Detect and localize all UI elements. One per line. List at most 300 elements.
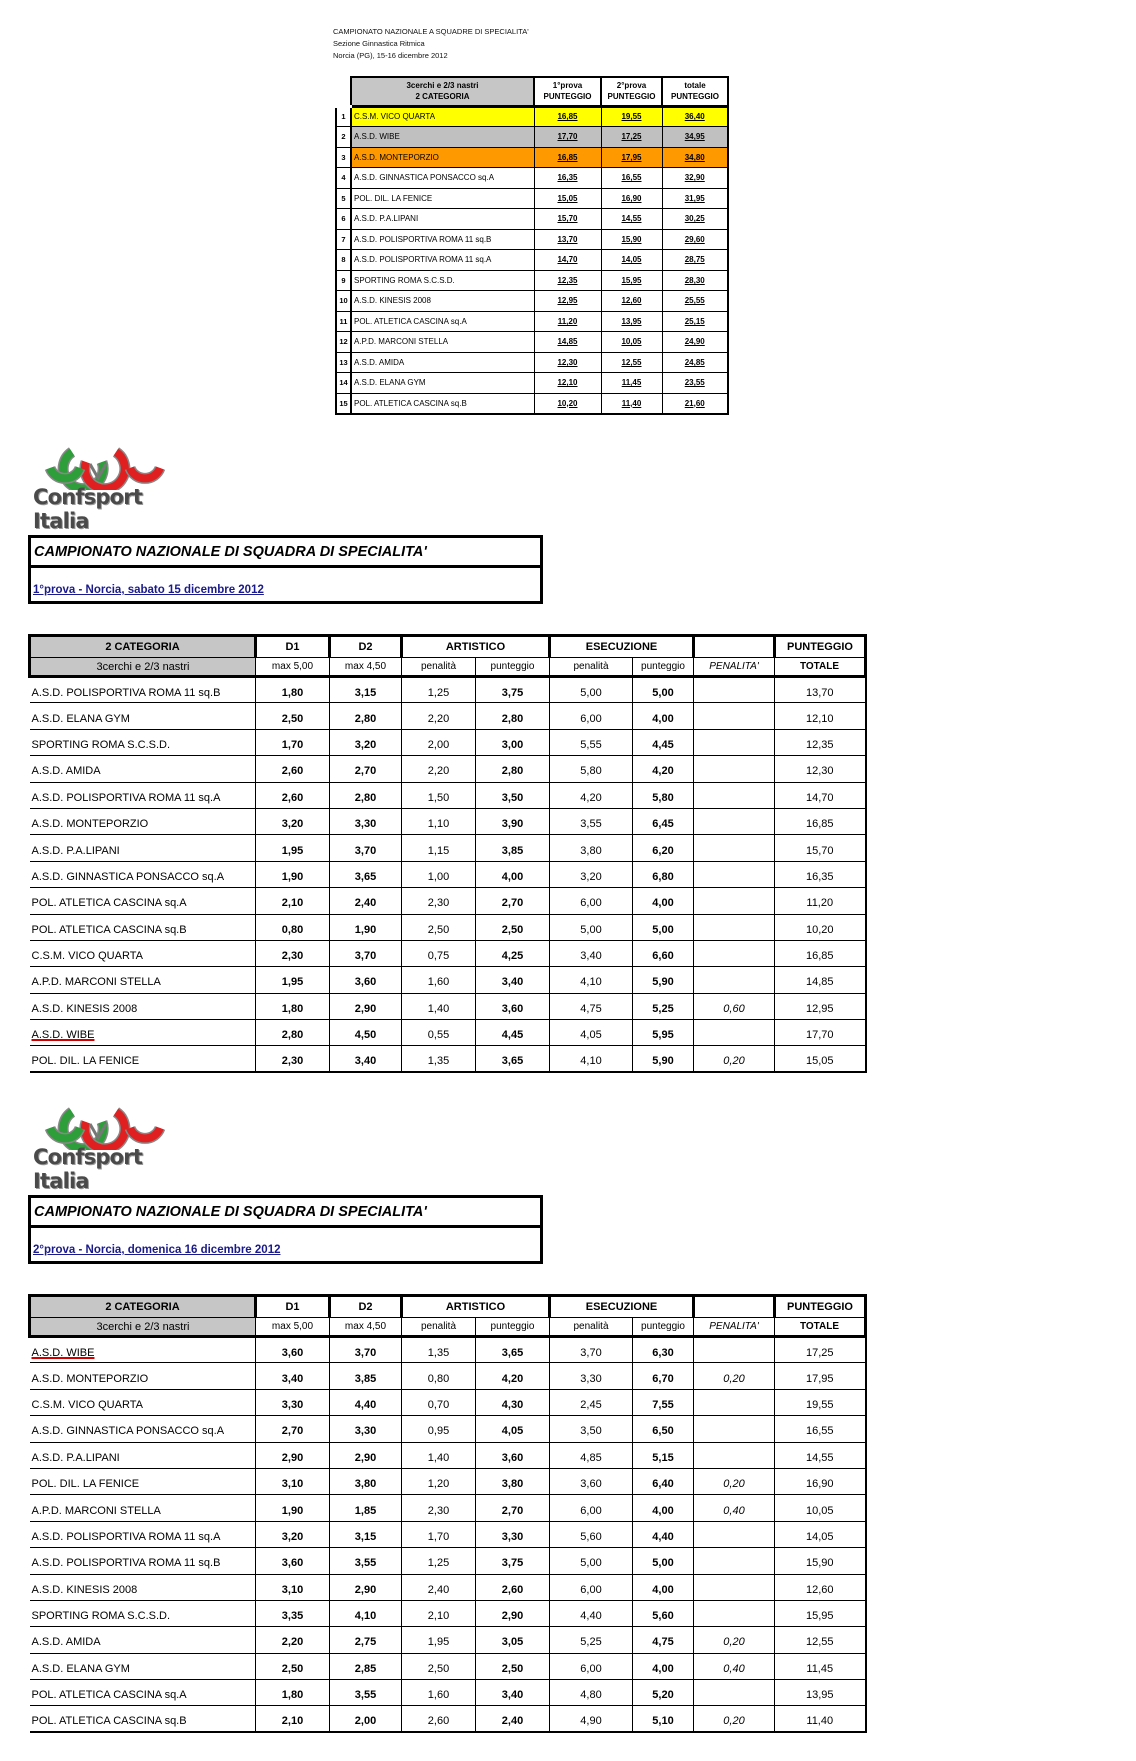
ranking-row	[336, 352, 728, 373]
artistico-punteggio-cell: 3,90	[476, 808, 550, 834]
team-name-cell: POL. ATLETICA CASCINA sq.A	[30, 1680, 256, 1706]
esecuzione-penalita-cell: 3,60	[550, 1468, 633, 1494]
esecuzione-penalita-cell: 6,00	[550, 1574, 633, 1600]
totale-cell: 16,55	[775, 1416, 866, 1442]
artistico-punteggio-cell: 3,05	[476, 1627, 550, 1653]
artistico-penalita-cell: 2,20	[402, 756, 476, 782]
ranking-row	[336, 127, 728, 148]
totale-header: TOTALE	[775, 1318, 866, 1337]
penalita-cell	[694, 861, 775, 887]
round1-title-box	[28, 535, 543, 604]
summary-title: CAMPIONATO NAZIONALE A SQUADRE DI SPECIALITA'	[333, 27, 529, 36]
total-score-cell: 23,55	[662, 373, 728, 394]
team-name-cell: A.P.D. MARCONI STELLA	[30, 967, 256, 993]
totale-cell: 11,40	[775, 1706, 866, 1732]
totale-cell: 15,90	[775, 1548, 866, 1574]
prova1-score-cell: 14,85	[534, 332, 601, 353]
d1-cell: 3,20	[256, 808, 330, 834]
prova2-score-cell: 15,95	[601, 270, 662, 291]
esecuzione-penalita-cell: 4,80	[550, 1680, 633, 1706]
totale-cell: 13,95	[775, 1680, 866, 1706]
prova2-score-cell: 14,55	[601, 209, 662, 230]
esecuzione-punteggio-cell: 4,40	[633, 1521, 694, 1547]
esecuzione-punteggio-cell: 6,70	[633, 1363, 694, 1389]
team-score-row	[30, 914, 866, 940]
esecuzione-punteggio-cell: 7,55	[633, 1389, 694, 1415]
artistico-punteggio-cell: 4,20	[476, 1363, 550, 1389]
artistico-penalita-cell: 0,55	[402, 1020, 476, 1046]
artistico-punteggio-cell: 3,40	[476, 1680, 550, 1706]
total-score-cell: 31,95	[662, 188, 728, 209]
d1-cell: 3,60	[256, 1337, 330, 1363]
scores-table-header	[30, 636, 866, 677]
d2-header: D2	[330, 1296, 402, 1318]
total-score-cell: 36,40	[662, 106, 728, 127]
team-name-cell: C.S.M. VICO QUARTA	[30, 940, 256, 966]
penalita-cell: 0,40	[694, 1495, 775, 1521]
totale-cell: 11,45	[775, 1653, 866, 1679]
artistico-punteggio-cell: 3,75	[476, 677, 550, 703]
team-score-row	[30, 940, 866, 966]
artistico-punteggio-cell: 3,00	[476, 729, 550, 755]
totale-cell: 12,35	[775, 729, 866, 755]
header-row-sub	[30, 1318, 866, 1337]
team-name-cell: A.S.D. P.A.LIPANI	[351, 209, 534, 230]
d2-cell: 3,60	[330, 967, 402, 993]
esecuzione-penalita-cell: 3,55	[550, 808, 633, 834]
esecuzione-punteggio-cell: 6,30	[633, 1337, 694, 1363]
penalita-cell	[694, 1442, 775, 1468]
d2-cell: 2,00	[330, 1706, 402, 1732]
team-score-row	[30, 1653, 866, 1679]
d1-cell: 2,10	[256, 1706, 330, 1732]
prova1-score-cell: 12,10	[534, 373, 601, 394]
prova1-score-cell: 12,95	[534, 291, 601, 312]
prova2-score-cell: 12,60	[601, 291, 662, 312]
esecuzione-punteggio-cell: 4,00	[633, 888, 694, 914]
artistico-penalita-cell: 2,30	[402, 888, 476, 914]
prova2-score-cell: 16,55	[601, 168, 662, 189]
total-score-cell: 32,90	[662, 168, 728, 189]
d2-cell: 3,15	[330, 1521, 402, 1547]
totale-cell: 13,70	[775, 677, 866, 703]
team-name-cell: A.S.D. GINNASTICA PONSACCO sq.A	[30, 861, 256, 887]
penalita-cell	[694, 1337, 775, 1363]
esecuzione-penalita-cell: 4,40	[550, 1600, 633, 1626]
ranking-row	[336, 373, 728, 394]
d1-cell: 3,20	[256, 1521, 330, 1547]
d2-cell: 3,20	[330, 729, 402, 755]
prova2-header-line2: PUNTEGGIO	[607, 92, 656, 102]
d1-cell: 3,35	[256, 1600, 330, 1626]
round2-subtitle-link[interactable]: 2°prova - Norcia, domenica 16 dicembre 2012	[33, 1244, 281, 1256]
artistico-punteggio-cell: 3,50	[476, 782, 550, 808]
artistico-punteggio-cell: 4,45	[476, 1020, 550, 1046]
prova1-score-cell: 16,35	[534, 168, 601, 189]
penalita-cell	[694, 677, 775, 703]
esecuzione-penalita-header: penalità	[550, 658, 633, 677]
scores-table-header	[30, 1296, 866, 1337]
team-name-cell: A.S.D. ELANA GYM	[351, 373, 534, 394]
team-score-row	[30, 967, 866, 993]
artistico-penalita-cell: 1,35	[402, 1046, 476, 1072]
totale-cell: 15,70	[775, 835, 866, 861]
prova1-header-line1: 1°prova	[552, 81, 583, 91]
penalita-cell	[694, 729, 775, 755]
d1-cell: 1,95	[256, 967, 330, 993]
team-name-cell: A.S.D. WIBE	[30, 1020, 256, 1046]
total-score-cell: 29,60	[662, 229, 728, 250]
total-score-cell: 24,85	[662, 352, 728, 373]
prova2-score-cell: 19,55	[601, 106, 662, 127]
prova2-score-cell: 16,90	[601, 188, 662, 209]
category-header: 2 CATEGORIA	[30, 636, 256, 658]
penalita-cell	[694, 835, 775, 861]
esecuzione-penalita-cell: 4,75	[550, 993, 633, 1019]
d2-cell: 3,55	[330, 1680, 402, 1706]
team-score-row	[30, 756, 866, 782]
esecuzione-penalita-cell: 3,20	[550, 861, 633, 887]
rank-cell: 1	[336, 106, 351, 127]
logo-text: Confsport Italia	[33, 485, 143, 533]
ranking-row	[336, 311, 728, 332]
d2-cell: 2,40	[330, 888, 402, 914]
artistico-penalita-cell: 1,60	[402, 1680, 476, 1706]
rank-cell: 10	[336, 291, 351, 312]
artistico-punteggio-cell: 2,70	[476, 888, 550, 914]
totale-cell: 10,05	[775, 1495, 866, 1521]
team-name-cell: SPORTING ROMA S.C.S.D.	[351, 270, 534, 291]
ranking-row	[336, 229, 728, 250]
penalita-cell: 0,20	[694, 1468, 775, 1494]
d2-cell: 3,70	[330, 1337, 402, 1363]
d1-cell: 1,70	[256, 729, 330, 755]
artistico-punteggio-cell: 2,40	[476, 1706, 550, 1732]
prova1-score-cell: 10,20	[534, 393, 601, 414]
total-score-cell: 21,60	[662, 393, 728, 414]
prova2-score-cell: 11,40	[601, 393, 662, 414]
team-header-line2: 2 CATEGORIA	[415, 92, 470, 102]
total-score-cell: 34,80	[662, 147, 728, 168]
total-score-cell: 28,75	[662, 250, 728, 271]
total-score-cell: 25,55	[662, 291, 728, 312]
artistico-punteggio-cell: 3,75	[476, 1548, 550, 1574]
rank-cell: 11	[336, 311, 351, 332]
prova2-score-cell: 17,95	[601, 147, 662, 168]
penalita-cell: 0,20	[694, 1046, 775, 1072]
artistico-penalita-cell: 2,30	[402, 1495, 476, 1521]
artistico-header: ARTISTICO	[402, 1296, 550, 1318]
d1-cell: 2,20	[256, 1627, 330, 1653]
penalita-cell: 0,20	[694, 1706, 775, 1732]
artistico-punteggio-header: punteggio	[476, 1318, 550, 1337]
logo-rings-icon	[30, 438, 180, 490]
team-name-cell: POL. ATLETICA CASCINA sq.B	[30, 914, 256, 940]
rank-cell: 14	[336, 373, 351, 394]
d2-cell: 4,40	[330, 1389, 402, 1415]
artistico-penalita-cell: 2,40	[402, 1574, 476, 1600]
team-score-row	[30, 1680, 866, 1706]
team-score-row	[30, 1363, 866, 1389]
team-name-cell: A.S.D. POLISPORTIVA ROMA 11 sq.B	[351, 229, 534, 250]
d1-cell: 3,30	[256, 1389, 330, 1415]
artistico-penalita-cell: 1,60	[402, 967, 476, 993]
team-score-row	[30, 1706, 866, 1732]
team-name-cell: POL. ATLETICA CASCINA sq.B	[30, 1706, 256, 1732]
artistico-punteggio-cell: 3,65	[476, 1337, 550, 1363]
d2-cell: 3,80	[330, 1468, 402, 1494]
rank-cell: 6	[336, 209, 351, 230]
team-score-row	[30, 888, 866, 914]
team-name-cell: A.S.D. POLISPORTIVA ROMA 11 sq.A	[30, 1521, 256, 1547]
prova2-header-line1: 2°prova	[616, 81, 647, 91]
artistico-penalita-cell: 2,20	[402, 703, 476, 729]
esecuzione-penalita-cell: 4,05	[550, 1020, 633, 1046]
round2-scores-table	[28, 1294, 867, 1733]
esecuzione-punteggio-cell: 4,00	[633, 1653, 694, 1679]
artistico-penalita-header: penalità	[402, 1318, 476, 1337]
totale-cell: 14,70	[775, 782, 866, 808]
summary-body	[336, 106, 728, 414]
ranking-row	[336, 250, 728, 271]
prova2-score-cell: 15,90	[601, 229, 662, 250]
esecuzione-penalita-cell: 5,25	[550, 1627, 633, 1653]
total-score-cell: 25,15	[662, 311, 728, 332]
total-score-cell: 30,25	[662, 209, 728, 230]
esecuzione-punteggio-cell: 5,90	[633, 1046, 694, 1072]
team-score-row	[30, 993, 866, 1019]
summary-ranking-table	[335, 76, 729, 415]
esecuzione-penalita-cell: 6,00	[550, 888, 633, 914]
esecuzione-punteggio-cell: 5,10	[633, 1706, 694, 1732]
summary-location-date: Norcia (PG), 15-16 dicembre 2012	[333, 51, 448, 60]
artistico-punteggio-cell: 3,80	[476, 1468, 550, 1494]
punteggio-header: PUNTEGGIO	[775, 1296, 866, 1318]
team-score-row	[30, 1600, 866, 1626]
esecuzione-penalita-cell: 3,80	[550, 835, 633, 861]
team-name-cell: A.S.D. GINNASTICA PONSACCO sq.A	[351, 168, 534, 189]
totale-cell: 14,55	[775, 1442, 866, 1468]
team-name-cell: A.S.D. KINESIS 2008	[30, 993, 256, 1019]
d2-cell: 2,80	[330, 703, 402, 729]
artistico-penalita-cell: 1,50	[402, 782, 476, 808]
penalita-cell	[694, 1389, 775, 1415]
artistico-punteggio-cell: 2,60	[476, 1574, 550, 1600]
rank-cell: 2	[336, 127, 351, 148]
d1-cell: 3,60	[256, 1548, 330, 1574]
round1-scores-table	[28, 634, 867, 1073]
d1-cell: 1,80	[256, 677, 330, 703]
category-header: 2 CATEGORIA	[30, 1296, 256, 1318]
d1-cell: 1,90	[256, 1495, 330, 1521]
prova1-score-cell: 15,05	[534, 188, 601, 209]
totale-cell: 16,85	[775, 808, 866, 834]
subcategory-header: 3cerchi e 2/3 nastri	[30, 1318, 256, 1337]
team-header-line1: 3cerchi e 2/3 nastri	[406, 81, 479, 91]
totale-cell: 10,20	[775, 914, 866, 940]
prova2-score-cell: 13,95	[601, 311, 662, 332]
d1-cell: 0,80	[256, 914, 330, 940]
esecuzione-punteggio-cell: 5,25	[633, 993, 694, 1019]
esecuzione-penalita-cell: 5,00	[550, 914, 633, 940]
penalita-cell: 0,20	[694, 1363, 775, 1389]
esecuzione-penalita-cell: 4,10	[550, 967, 633, 993]
esecuzione-penalita-cell: 5,60	[550, 1521, 633, 1547]
ranking-row	[336, 291, 728, 312]
d1-cell: 1,80	[256, 1680, 330, 1706]
rank-cell: 7	[336, 229, 351, 250]
artistico-punteggio-cell: 4,30	[476, 1389, 550, 1415]
artistico-penalita-cell: 2,50	[402, 1653, 476, 1679]
prova2-score-cell: 17,25	[601, 127, 662, 148]
team-name-cell: A.S.D. WIBE	[30, 1337, 256, 1363]
esecuzione-punteggio-cell: 5,00	[633, 677, 694, 703]
artistico-punteggio-cell: 3,60	[476, 1442, 550, 1468]
esecuzione-penalita-cell: 5,55	[550, 729, 633, 755]
totale-cell: 15,95	[775, 1600, 866, 1626]
ranking-row	[336, 332, 728, 353]
totale-header: TOTALE	[775, 658, 866, 677]
artistico-penalita-cell: 0,95	[402, 1416, 476, 1442]
prova1-score-cell: 12,30	[534, 352, 601, 373]
total-header	[662, 77, 728, 106]
team-score-row	[30, 1521, 866, 1547]
totale-cell: 16,35	[775, 861, 866, 887]
totale-cell: 19,55	[775, 1389, 866, 1415]
team-name-cell: A.S.D. POLISPORTIVA ROMA 11 sq.B	[30, 677, 256, 703]
artistico-penalita-cell: 1,40	[402, 1442, 476, 1468]
artistico-penalita-cell: 0,80	[402, 1363, 476, 1389]
artistico-punteggio-cell: 3,60	[476, 993, 550, 1019]
d2-cell: 2,75	[330, 1627, 402, 1653]
totale-cell: 11,20	[775, 888, 866, 914]
penalita-cell	[694, 1548, 775, 1574]
artistico-punteggio-cell: 4,05	[476, 1416, 550, 1442]
artistico-penalita-cell: 1,00	[402, 861, 476, 887]
team-name-cell: POL. ATLETICA CASCINA sq.A	[351, 311, 534, 332]
artistico-penalita-cell: 1,40	[402, 993, 476, 1019]
prova2-score-cell: 12,55	[601, 352, 662, 373]
esecuzione-punteggio-cell: 4,75	[633, 1627, 694, 1653]
rank-header	[336, 77, 351, 106]
artistico-penalita-cell: 0,75	[402, 940, 476, 966]
esecuzione-punteggio-cell: 5,00	[633, 914, 694, 940]
totale-cell: 12,60	[775, 1574, 866, 1600]
team-score-row	[30, 1337, 866, 1363]
esecuzione-penalita-cell: 6,00	[550, 1495, 633, 1521]
artistico-penalita-cell: 1,35	[402, 1337, 476, 1363]
penalita-header: PENALITA'	[694, 1318, 775, 1337]
penalita-cell: 0,20	[694, 1627, 775, 1653]
esecuzione-punteggio-cell: 4,00	[633, 1495, 694, 1521]
team-score-row	[30, 1548, 866, 1574]
penalita-cell	[694, 703, 775, 729]
team-name-cell: A.S.D. ELANA GYM	[30, 703, 256, 729]
esecuzione-punteggio-cell: 6,50	[633, 1416, 694, 1442]
penalita-cell	[694, 888, 775, 914]
artistico-penalita-cell: 2,60	[402, 1706, 476, 1732]
team-name-cell: A.S.D. AMIDA	[30, 1627, 256, 1653]
team-header	[351, 77, 534, 106]
totale-cell: 14,85	[775, 967, 866, 993]
esecuzione-penalita-cell: 4,10	[550, 1046, 633, 1072]
team-score-row	[30, 1389, 866, 1415]
d2-header: D2	[330, 636, 402, 658]
total-header-line2: PUNTEGGIO	[670, 92, 719, 102]
artistico-penalita-cell: 2,00	[402, 729, 476, 755]
confsport-logo	[30, 1098, 200, 1193]
artistico-punteggio-cell: 2,70	[476, 1495, 550, 1521]
team-name-cell: POL. ATLETICA CASCINA sq.B	[351, 393, 534, 414]
header-row-top	[30, 636, 866, 658]
team-name-cell: C.S.M. VICO QUARTA	[351, 106, 534, 127]
esecuzione-penalita-cell: 5,00	[550, 1548, 633, 1574]
artistico-punteggio-cell: 2,90	[476, 1600, 550, 1626]
esecuzione-punteggio-cell: 5,60	[633, 1600, 694, 1626]
d1-cell: 2,90	[256, 1442, 330, 1468]
team-name-cell: A.S.D. AMIDA	[351, 352, 534, 373]
team-name-cell: A.S.D. GINNASTICA PONSACCO sq.A	[30, 1416, 256, 1442]
prova1-score-cell: 14,70	[534, 250, 601, 271]
d1-header: D1	[256, 636, 330, 658]
d2-cell: 2,70	[330, 756, 402, 782]
totale-cell: 17,95	[775, 1363, 866, 1389]
d2-cell: 3,55	[330, 1548, 402, 1574]
d2-max-header: max 4,50	[330, 1318, 402, 1337]
round1-subtitle-link[interactable]: 1°prova - Norcia, sabato 15 dicembre 2012	[33, 584, 264, 596]
esecuzione-punteggio-cell: 6,80	[633, 861, 694, 887]
esecuzione-punteggio-cell: 6,45	[633, 808, 694, 834]
prova2-header	[601, 77, 662, 106]
d1-cell: 1,80	[256, 993, 330, 1019]
team-name-cell: A.S.D. POLISPORTIVA ROMA 11 sq.A	[30, 782, 256, 808]
artistico-penalita-cell: 0,70	[402, 1389, 476, 1415]
artistico-punteggio-cell: 3,30	[476, 1521, 550, 1547]
team-name-cell: A.S.D. AMIDA	[30, 756, 256, 782]
esecuzione-punteggio-cell: 6,20	[633, 835, 694, 861]
team-name-cell: POL. DIL. LA FENICE	[30, 1046, 256, 1072]
esecuzione-penalita-cell: 3,50	[550, 1416, 633, 1442]
total-header-line1: totale	[684, 81, 706, 91]
rank-cell: 9	[336, 270, 351, 291]
team-score-row	[30, 1627, 866, 1653]
totale-cell: 12,55	[775, 1627, 866, 1653]
artistico-penalita-cell: 1,25	[402, 1548, 476, 1574]
penalita-cell	[694, 1416, 775, 1442]
team-score-row	[30, 677, 866, 703]
team-score-row	[30, 782, 866, 808]
scores-table-body	[30, 1337, 866, 1733]
header-row-sub	[30, 658, 866, 677]
esecuzione-penalita-cell: 3,70	[550, 1337, 633, 1363]
logo-rings-icon	[30, 1098, 180, 1150]
esecuzione-punteggio-cell: 5,80	[633, 782, 694, 808]
esecuzione-punteggio-cell: 4,20	[633, 756, 694, 782]
artistico-penalita-cell: 1,15	[402, 835, 476, 861]
d1-cell: 2,60	[256, 782, 330, 808]
artistico-punteggio-cell: 2,50	[476, 914, 550, 940]
d2-cell: 4,50	[330, 1020, 402, 1046]
round2-title-box	[28, 1195, 543, 1264]
team-score-row	[30, 1468, 866, 1494]
totale-cell: 12,30	[775, 756, 866, 782]
d1-cell: 3,10	[256, 1468, 330, 1494]
penalita-cell	[694, 967, 775, 993]
round1-title: CAMPIONATO NAZIONALE DI SQUADRA DI SPECIALITA'	[31, 538, 540, 568]
artistico-punteggio-cell: 2,80	[476, 756, 550, 782]
team-score-row	[30, 1442, 866, 1468]
totale-cell: 12,95	[775, 993, 866, 1019]
